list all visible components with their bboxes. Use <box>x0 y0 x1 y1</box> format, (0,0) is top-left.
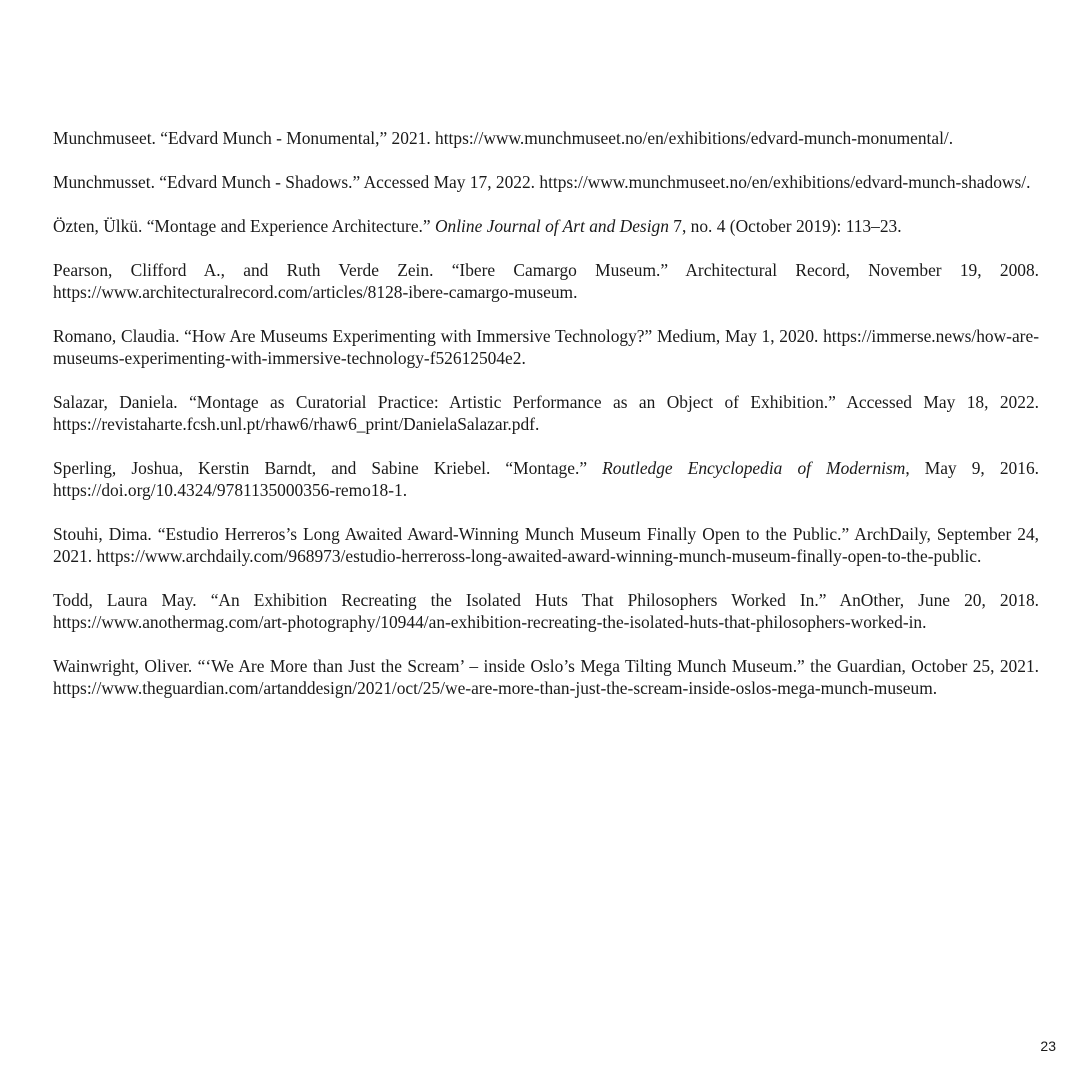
bibliography-entry <box>53 589 1039 633</box>
entry-text: Munchmusset. “Edvard Munch - Shadows.” Accessed May 17, 2022. https://www.munchmuseet.no/en/exhibitions/edvard-munch-shadows/. <box>53 172 1031 192</box>
page-number: 23 <box>1040 1038 1056 1054</box>
entry-text: Munchmuseet. “Edvard Munch - Monumental,” 2021. https://www.munchmuseet.no/en/exhibitions/edvard-munch-monumental/. <box>53 128 954 148</box>
bibliography-entry <box>53 457 1039 501</box>
bibliography-entry <box>53 215 1039 237</box>
entry-text: Romano, Claudia. “How Are Museums Experimenting with Immersive Technology?” Medium, May 1, 2020. https://immerse.news/how-are-museums-experimenting-with-immersive-technology-f52612504e2. <box>53 326 1039 368</box>
entry-text: Wainwright, Oliver. “‘We Are More than Just the Scream’ – inside Oslo’s Mega Tilting Munch Museum.” the Guardian, October 25, 2021. https://www.theguardian.com/artanddesign/2021/oct/25/we-are-more-than-just-the-scream-inside-oslos-mega-munch-museum. <box>53 656 1039 698</box>
entry-text: Özten, Ülkü. “Montage and Experience Architecture.” <box>53 216 435 236</box>
entry-encyclopedia-title: Routledge Encyclopedia of Modernism <box>602 458 906 478</box>
entry-text: Sperling, Joshua, Kerstin Barndt, and Sabine Kriebel. “Montage.” <box>53 458 603 478</box>
bibliography-entry <box>53 127 1039 149</box>
entry-text: , May 9, 2016. https://doi.org/10.4324/9781135000356-remo18-1. <box>53 458 1039 500</box>
entry-text: Salazar, Daniela. “Montage as Curatorial Practice: Artistic Performance as an Object of Exhibition.” Accessed May 18, 2022. https://revistaharte.fcsh.unl.pt/rhaw6/rhaw6_print/DanielaSalazar.pdf. <box>53 392 1039 434</box>
bibliography-list <box>53 127 1039 699</box>
entry-text: Stouhi, Dima. “Estudio Herreros’s Long Awaited Award-Winning Munch Museum Finally Open to the Public.” ArchDaily, September 24, 2021. https://www.archdaily.com/968973/estudio-herreross-long-awaited-award-winning-munch-museum-finally-open-to-the-public. <box>53 524 1039 566</box>
bibliography-entry <box>53 325 1039 369</box>
entry-text: Todd, Laura May. “An Exhibition Recreating the Isolated Huts That Philosophers Worked In.” AnOther, June 20, 2018. https://www.anothermag.com/art-photography/10944/an-exhibition-recreating-the-isolated-huts-that-philosophers-worked-in. <box>53 590 1039 632</box>
entry-journal-title: Online Journal of Art and Design <box>434 216 669 236</box>
entry-text: 7, no. 4 (October 2019): 113–23. <box>668 216 902 236</box>
entry-text: Pearson, Clifford A., and Ruth Verde Zein. “Ibere Camargo Museum.” Architectural Record, November 19, 2008. https://www.architecturalrecord.com/articles/8128-ibere-camargo-museum. <box>53 260 1039 302</box>
bibliography-entry <box>53 171 1039 193</box>
bibliography-entry <box>53 523 1039 567</box>
bibliography-entry <box>53 655 1039 699</box>
bibliography-entry <box>53 391 1039 435</box>
bibliography-entry <box>53 259 1039 303</box>
